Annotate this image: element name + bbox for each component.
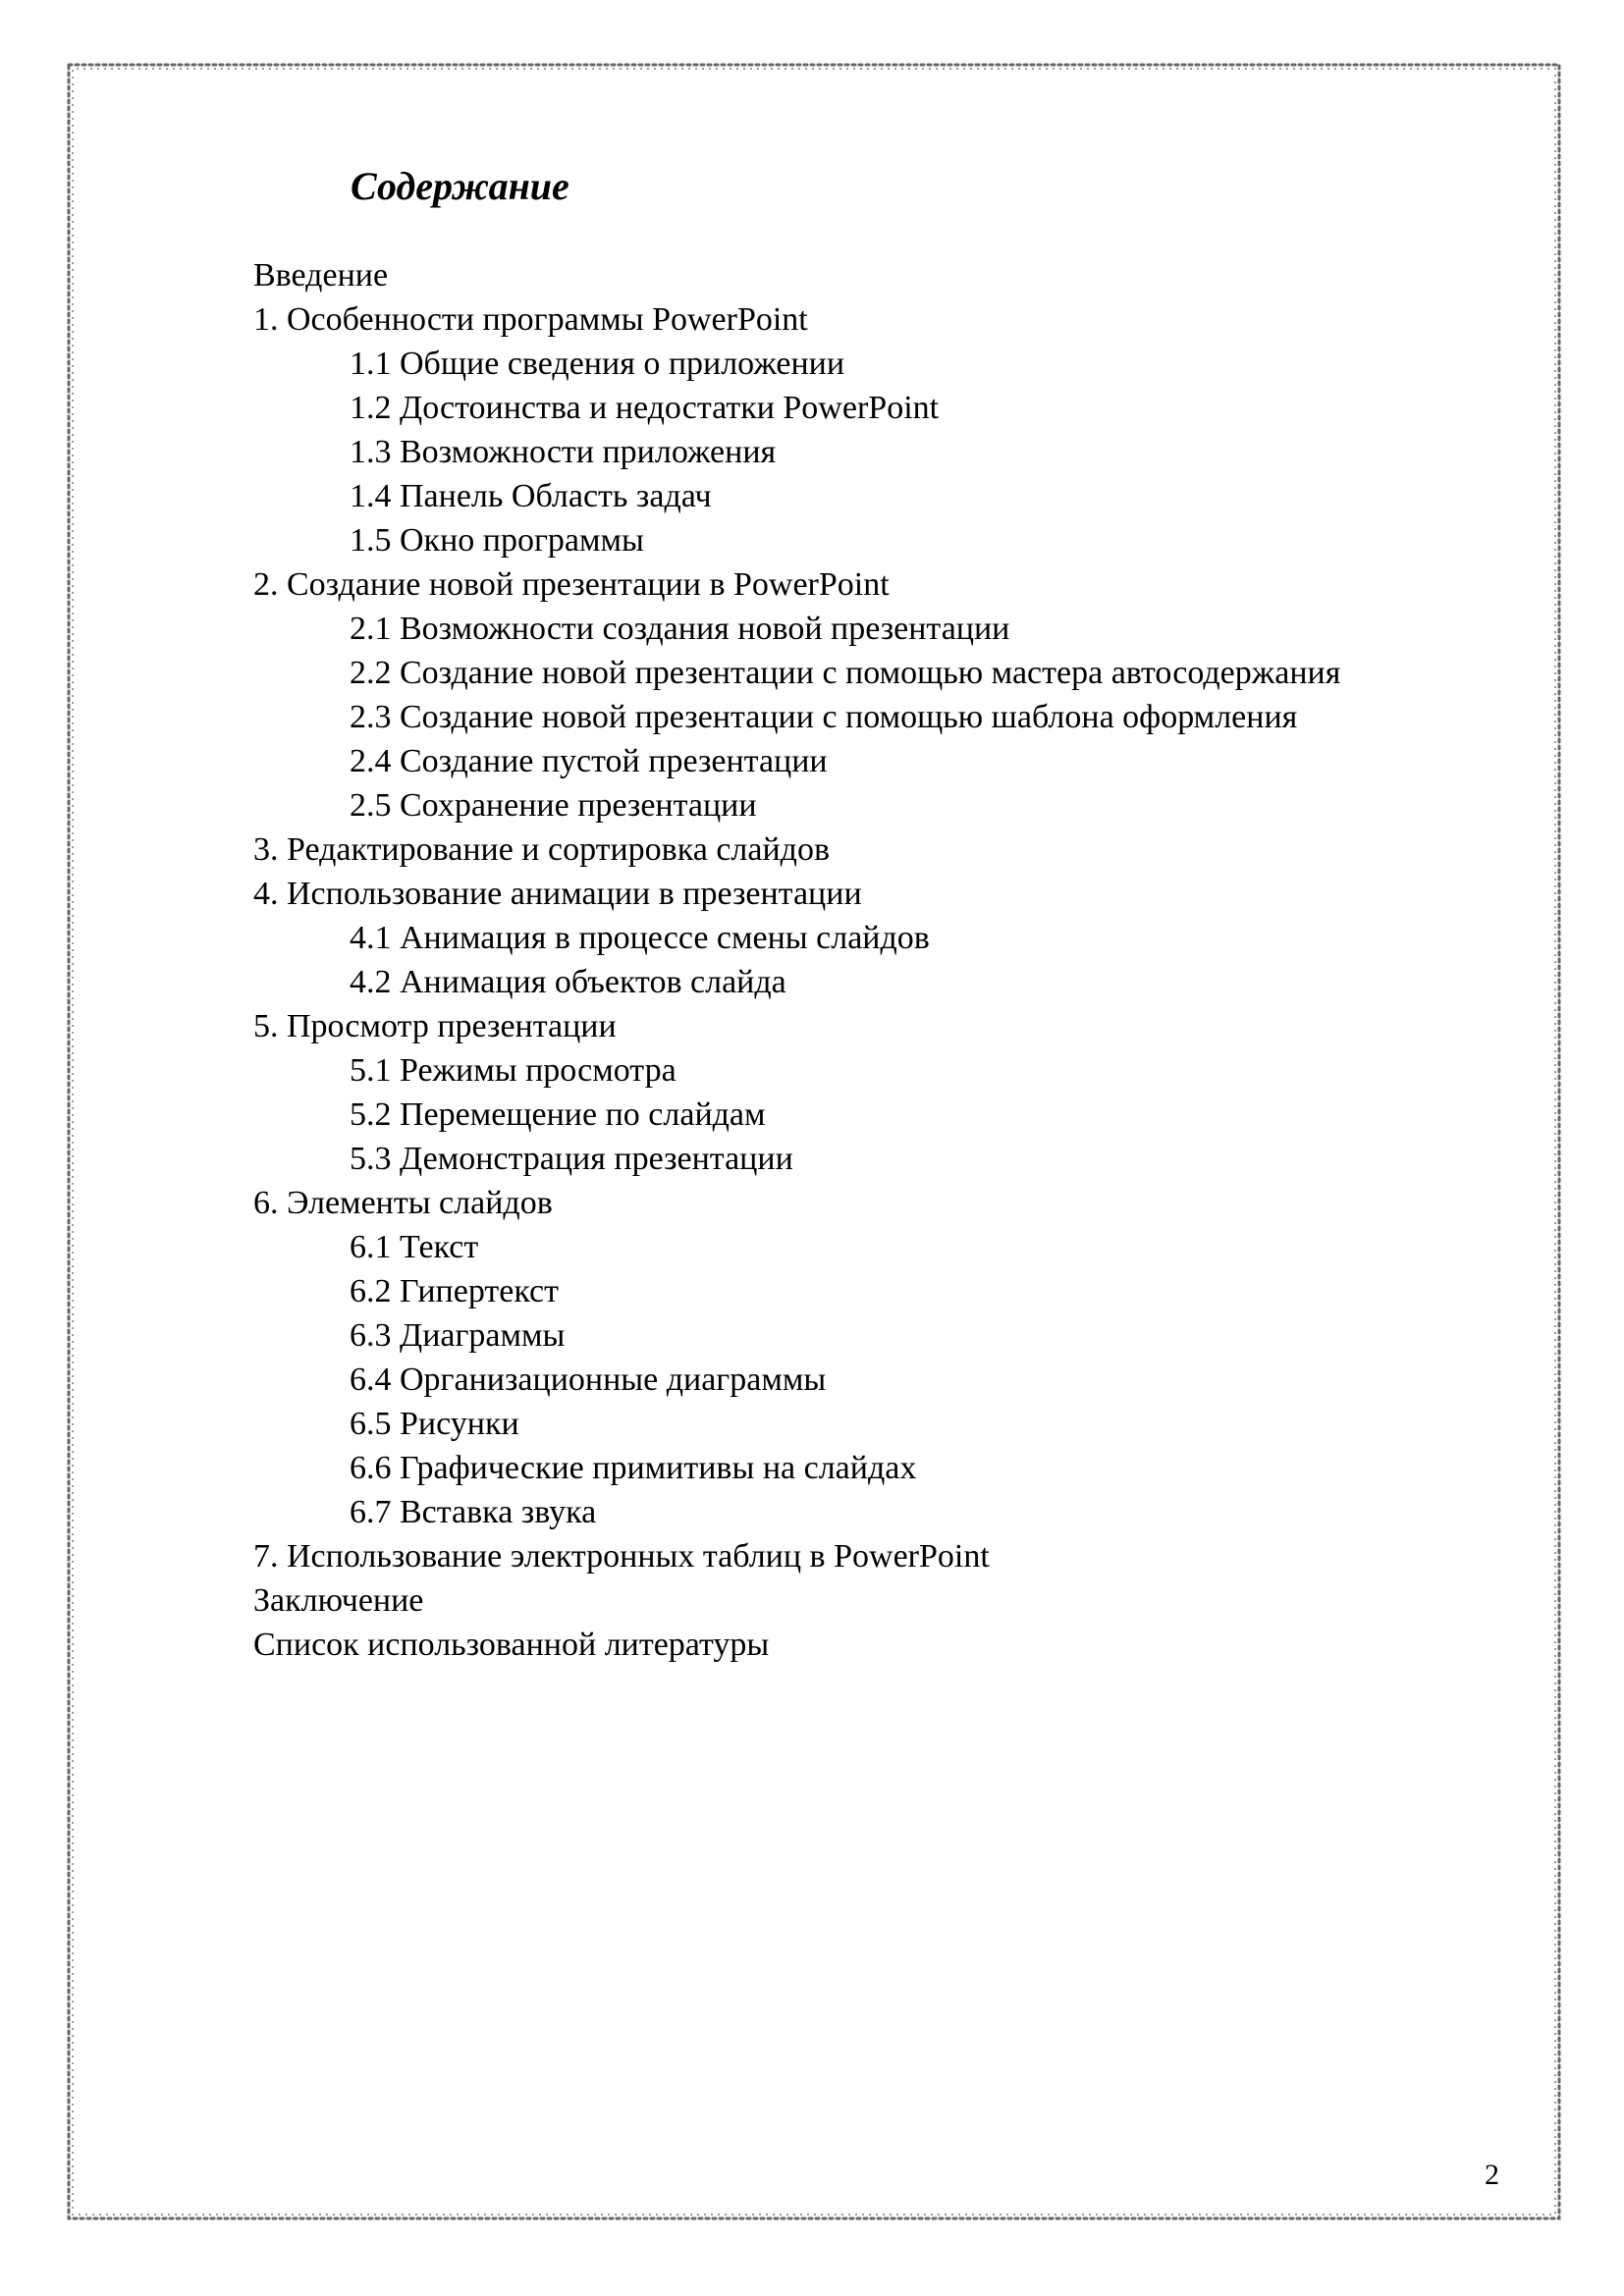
toc-entry-subsection: 6.3 Диаграммы (350, 1317, 566, 1354)
toc-entry-subsection: 6.6 Графические примитивы на слайдах (350, 1450, 917, 1486)
toc-entry-subsection: 5.2 Перемещение по слайдам (350, 1096, 766, 1133)
toc-entry-subsection: 1.4 Панель Область задач (350, 478, 712, 514)
toc-entry-subsection: 2.4 Создание пустой презентации (350, 743, 828, 779)
toc-entry-subsection: 2.3 Создание новой презентации с помощью шаблона оформления (350, 699, 1298, 735)
toc-entry-section: Введение (253, 257, 389, 294)
toc-entry-section: Список использованной литературы (253, 1627, 770, 1663)
toc-entry-section: 3. Редактирование и сортировка слайдов (253, 831, 831, 868)
toc-entry-subsection: 4.1 Анимация в процессе смены слайдов (350, 920, 930, 956)
toc-entry-subsection: 2.2 Создание новой презентации с помощью мастера автосодержания (350, 655, 1341, 691)
toc-entry-subsection: 5.1 Режимы просмотра (350, 1052, 677, 1089)
toc-entry-section: 7. Использование электронных таблиц в PowerPoint (253, 1538, 990, 1575)
toc-entry-subsection: 2.1 Возможности создания новой презентации (350, 611, 1010, 647)
toc-entry-subsection: 5.3 Демонстрация презентации (350, 1141, 793, 1177)
toc-entry-section: 5. Просмотр презентации (253, 1008, 617, 1044)
toc-entry-subsection: 6.2 Гипертекст (350, 1273, 559, 1309)
toc-entry-subsection: 6.5 Рисунки (350, 1406, 519, 1442)
toc-entry-section: 6. Элементы слайдов (253, 1185, 553, 1221)
page-title: Содержание (351, 164, 569, 208)
toc-entry-subsection: 1.1 Общие сведения о приложении (350, 346, 845, 382)
toc-entry-section: 2. Создание новой презентации в PowerPoint (253, 566, 890, 603)
toc-entry-subsection: 6.1 Текст (350, 1229, 479, 1265)
page-number: 2 (1485, 2159, 1499, 2191)
toc-entry-subsection: 1.2 Достоинства и недостатки PowerPoint (350, 390, 940, 426)
toc-entry-subsection: 1.3 Возможности приложения (350, 434, 777, 470)
toc-entry-subsection: 1.5 Окно программы (350, 522, 644, 559)
toc-entry-subsection: 6.4 Организационные диаграммы (350, 1362, 827, 1398)
table-of-contents (253, 253, 1340, 1667)
toc-entry-section: 4. Использование анимации в презентации (253, 876, 862, 912)
toc-entry-subsection: 2.5 Сохранение презентации (350, 787, 757, 824)
toc-entry-subsection: 4.2 Анимация объектов слайда (350, 964, 786, 1000)
toc-entry-subsection: 6.7 Вставка звука (350, 1494, 597, 1530)
toc-entry-section: 1. Особенности программы PowerPoint (253, 301, 808, 338)
toc-entry-section: Заключение (253, 1582, 424, 1619)
